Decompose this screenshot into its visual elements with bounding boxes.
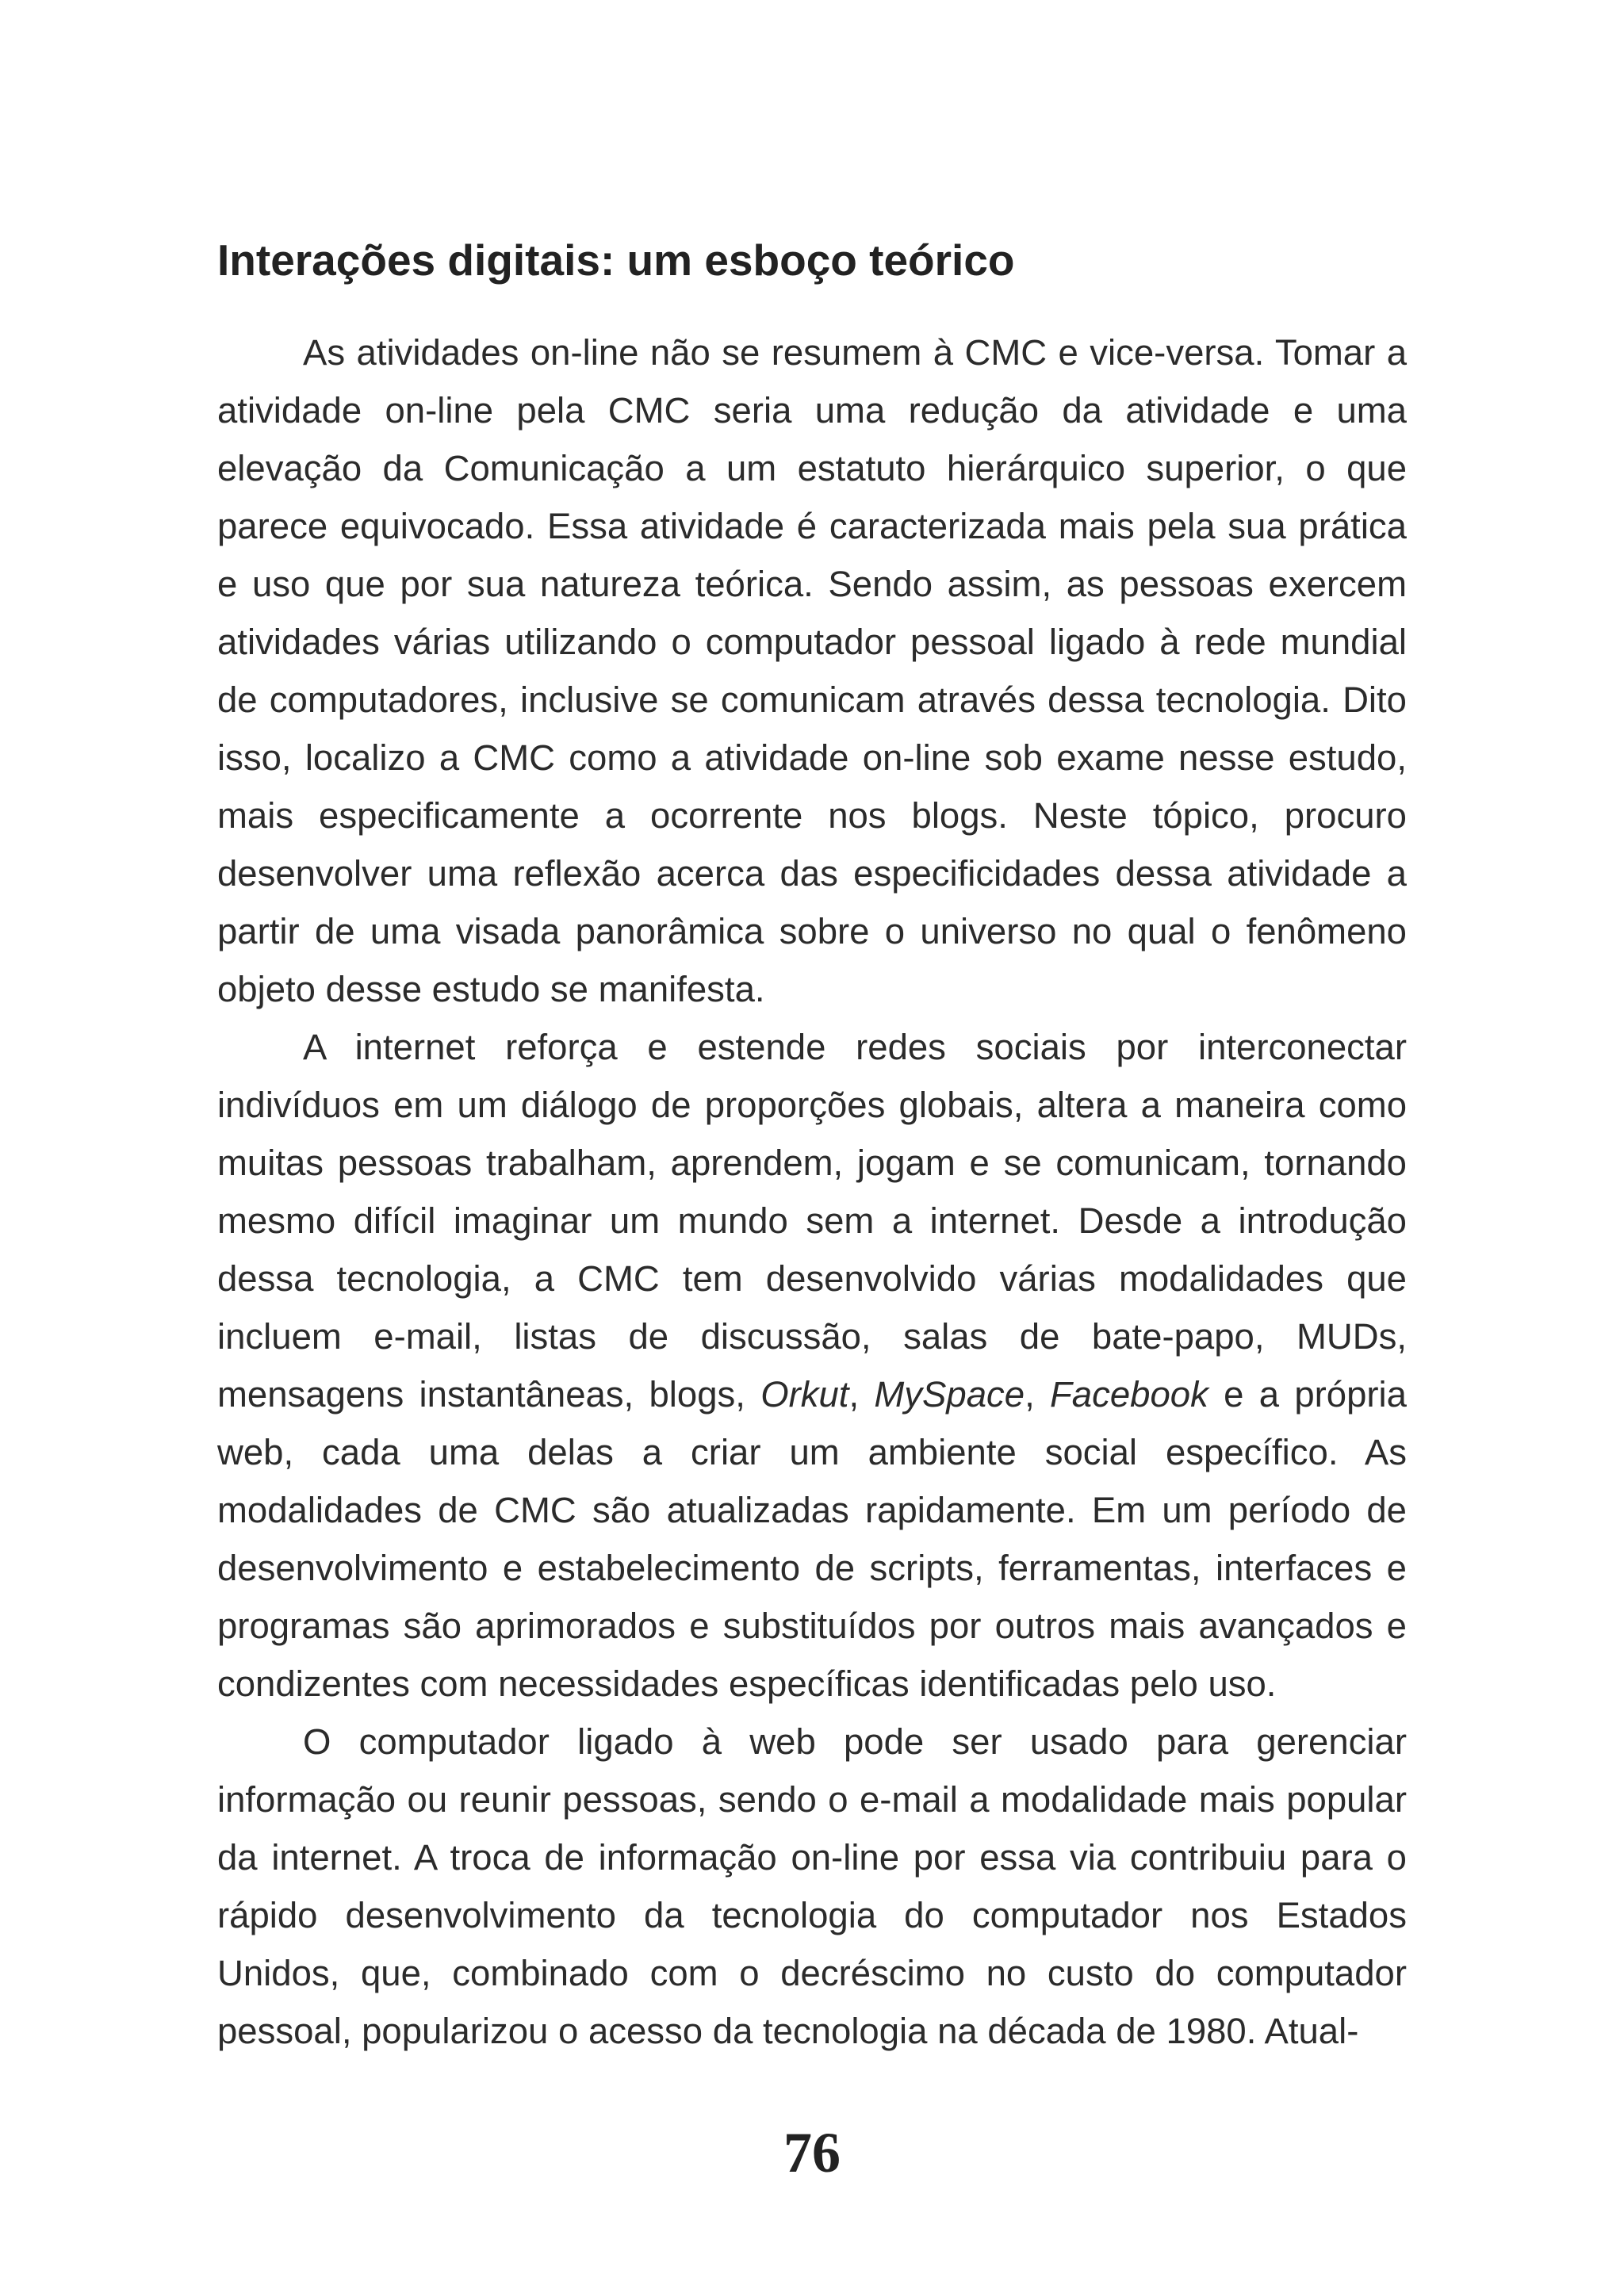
separator-1: , xyxy=(848,1374,875,1415)
facebook-term: Facebook xyxy=(1050,1374,1208,1415)
paragraph-2-text-a: A internet reforça e estende redes sociais por interconectar indivíduos em um diálogo de proporções globais, altera a maneira como muitas pessoas trabalham, aprendem, jogam e se comunicam, tornando mesmo difícil imaginar um mundo sem a internet. Desde a introdução dessa tecnologia, a CMC tem desenvolvido várias modalidades que incluem e-mail, listas de discussão, salas de bate-papo, MUDs, mensagens instantâneas, blogs, xyxy=(217,1027,1407,1415)
paragraph-3: O computador ligado à web pode ser usado para gerenciar informação ou reunir pessoas, sendo o e-mail a modalidade mais popular da internet. A troca de informação on-line por essa via contribuiu para o rápido desenvolvimento da tecnologia do computador nos Estados Unidos, que, combinado com o decréscimo no custo do computador pessoal, popularizou o acesso da tecnologia na década de 1980. Atual- xyxy=(217,1721,1407,2051)
orkut-term: Orkut xyxy=(760,1374,849,1415)
section-heading: Interações digitais: um esboço teórico xyxy=(217,235,1015,285)
page-number: 76 xyxy=(783,2121,841,2184)
myspace-term: MySpace xyxy=(874,1374,1025,1415)
paragraph-1: As atividades on-line não se resumem à CMC e vice-versa. Tomar a atividade on-line pela CMC seria uma redução da atividade e uma elevação da Comunicação a um estatuto hierárquico superior, o que parece equivocado. Essa atividade é caracterizada mais pela sua prática e uso que por sua natureza teórica. Sendo assim, as pessoas exercem atividades várias utilizando o computador pessoal ligado à rede mundial de computadores, inclusive se comunicam através dessa tecnologia. Dito isso, localizo a CMC como a atividade on-line sob exame nesse estudo, mais especificamente a ocorrente nos blogs. Neste tópico, procuro desenvolver uma reflexão acerca das especificidades dessa atividade a partir de uma visada panorâmica sobre o universo no qual o fenômeno objeto desse estudo se manifesta. xyxy=(217,332,1407,1009)
paragraph-2 xyxy=(217,1018,1407,1713)
page-body xyxy=(217,228,1407,2060)
separator-2: , xyxy=(1025,1374,1050,1415)
paragraph-2-text-b: e a própria web, cada uma delas a criar um ambiente social específico. As modalidades de CMC são atualizadas rapidamente. Em um período de desenvolvimento e estabelecimento de scripts, ferramentas, interfaces e programas são aprimorados e substituídos por outros mais avançados e condizentes com necessidades específicas identificadas pelo uso. xyxy=(217,1374,1407,1704)
